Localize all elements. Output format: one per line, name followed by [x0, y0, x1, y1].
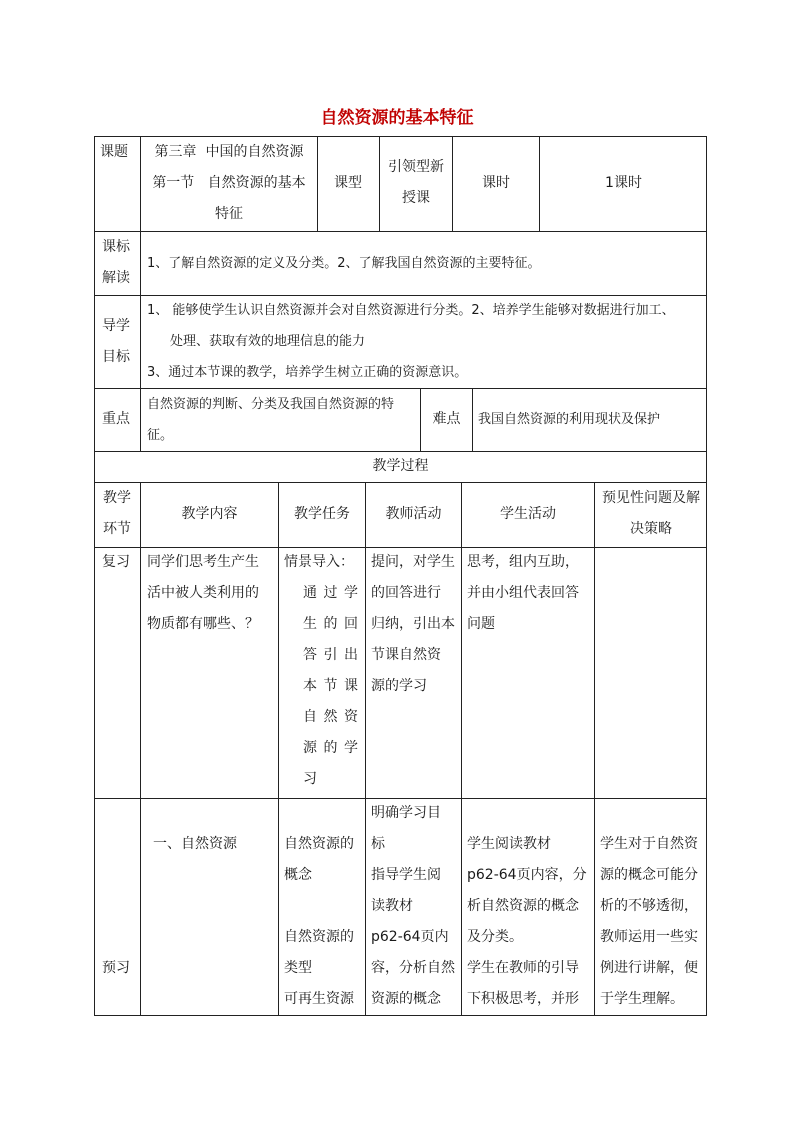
review-content: 同学们思考生产生 活中被人类利用的 物质都有哪些、？ [147, 554, 259, 632]
page-title: 自然资源的基本特征 [320, 108, 474, 128]
col-header-strategy: 预见性问题及解 决策略 [602, 490, 700, 537]
col-divider [278, 482, 279, 1016]
type-value: 引领型新 授课 [388, 159, 444, 206]
difficulty-text: 我国自然资源的利用现状及保护 [478, 412, 661, 427]
process-heading: 教学过程 [372, 458, 429, 474]
col-header-student: 学生活动 [500, 506, 556, 522]
col-header-stage: 教学 环节 [103, 490, 131, 537]
goals-label: 导学 目标 [102, 318, 130, 365]
difficulty-label: 难点 [432, 411, 461, 427]
review-stage: 复习 [102, 554, 130, 570]
col-divider [472, 388, 473, 451]
topic-label: 课题 [100, 144, 128, 160]
preview-content: 一、自然资源 [153, 836, 237, 852]
review-teacher: 提问，对学生 的回答进行 归纳，引出本 节课自然资 源的学习 [371, 554, 455, 694]
key-point-text: 自然资源的判断、分类及我国自然资源的特 征。 [147, 397, 395, 443]
col-header-task: 教学任务 [294, 506, 350, 522]
key-point-label: 重点 [102, 411, 130, 427]
col-divider [594, 482, 595, 1016]
row-divider [94, 231, 707, 232]
review-student: 思考，组内互助， 并由小组代表回答 问题 [467, 554, 579, 632]
standard-text: 1、了解自然资源的定义及分类。2、了解我国自然资源的主要特征。 [147, 256, 541, 271]
goals-line-3: 3、通过本节课的教学，培养学生树立正确的资源意识。 [147, 365, 468, 380]
preview-student: 学生阅读教材 p62-64页内容，分 析自然资源的概念 及分类。 学生在教师的引导 下积极思考，并形 [467, 836, 587, 1007]
preview-stage: 预习 [102, 960, 130, 976]
topic-value: 第三章 中国的自然资源 第一节 自然资源的基本 特征 [152, 144, 306, 222]
goals-line-1: 1、 能够使学生认识自然资源并会对自然资源进行分类。2、培养学生能够对数据进行加工、 [147, 303, 675, 318]
goals-line-2: 处理、获取有效的地理信息的能力 [170, 334, 366, 349]
preview-strategy: 学生对于自然资 源的概念可能分 析的不够透彻， 教师运用一些实 例进行讲解，便 于学生理解。 [600, 836, 698, 1007]
preview-teacher: 明确学习目 标 指导学生阅 读教材 p62-64页内 容，分析自然 资源的概念 [371, 805, 455, 1007]
type-label: 课型 [334, 175, 362, 191]
col-header-content: 教学内容 [181, 506, 238, 522]
col-divider [140, 136, 141, 231]
col-divider [140, 231, 141, 451]
col-divider [461, 482, 462, 1016]
hours-value: 1课时 [605, 175, 642, 191]
col-divider [365, 482, 366, 1016]
review-task-heading: 情景导入： [284, 554, 354, 570]
review-task: 通过学 生的回 答引出 本节课 自然资 源的学 习 [303, 585, 358, 787]
col-divider [140, 482, 141, 1016]
standard-label: 课标 解读 [102, 239, 130, 286]
hours-label: 课时 [482, 175, 510, 191]
preview-task: 自然资源的 概念 自然资源的 类型 可再生资源 [284, 836, 354, 1007]
col-header-teacher: 教师活动 [385, 506, 442, 522]
